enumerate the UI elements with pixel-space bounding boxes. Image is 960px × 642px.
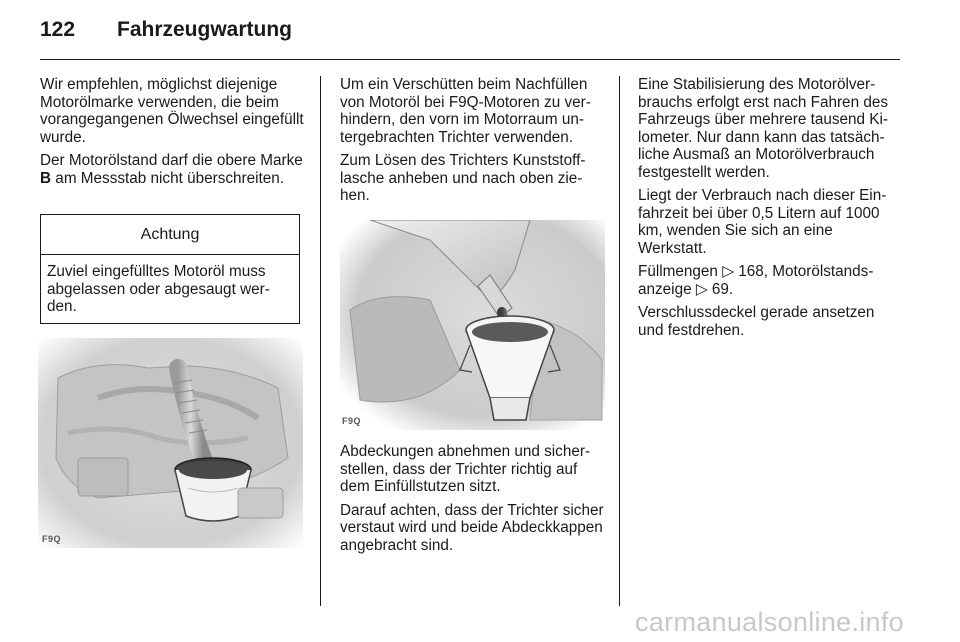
- page-reference-link[interactable]: 69: [711, 280, 729, 298]
- page-number: 122: [40, 18, 76, 41]
- paragraph-funnel-store: Darauf achten, dass der Trichter sicher verstaut wird und beide Abdeckkappen angebracht sind.: [340, 501, 604, 554]
- paragraph-covers-remove: Abdeckungen abnehmen und sicherstellen, dass der Trichter richtig auf dem Einfüllstutzen sitzt.: [340, 443, 591, 495]
- page-reference-link[interactable]: 168: [738, 263, 764, 280]
- page-reference-icon: ▷: [722, 263, 734, 280]
- watermark: carmanualsonline.info: [635, 607, 904, 637]
- text-fragment: , Motorölstandsanzeige: [638, 263, 874, 298]
- text-fragment: .: [728, 280, 734, 298]
- header-rule: [40, 59, 900, 60]
- paragraph-oil-consumption: Eine Stabilisierung des Motorölverbrauchs erfolgt erst nach Fahren des Fahrzeugs über mehrere tausend Kilometer. Nur dann kann das tatsächliche Ausmaß an Motorölverbrauch festgestellt werden.: [638, 76, 888, 181]
- paragraph-funnel-release: Zum Lösen des Trichters Kunststofflasche anheben und nach oben ziehen.: [340, 152, 586, 204]
- warning-title: Achtung: [41, 215, 299, 255]
- column-1: [40, 76, 305, 193]
- figure-label: F9Q: [42, 534, 62, 544]
- text-fragment: Der Motorölstand darf die obere Marke: [40, 152, 303, 169]
- column-divider-left: [320, 76, 321, 606]
- column-divider-right: [619, 76, 620, 606]
- paragraph-consumption-limit: Liegt der Verbrauch nach dieser Einfahrzeit bei über 0,5 Litern auf 1000 km, wenden Sie sich an eine Werkstatt.: [638, 187, 887, 257]
- column-2-lower: [340, 443, 606, 560]
- engine-bay-illustration: [38, 338, 303, 548]
- paragraph-oil-brand: Wir empfehlen, möglichst diejenige Motorölmarke verwenden, die beim vorangegangenen Ölwechsel eingefüllt wurde.: [40, 76, 304, 146]
- paragraph-cap-fitting: Verschlussdeckel gerade ansetzen und festdrehen.: [638, 304, 875, 339]
- warning-box: [40, 214, 300, 324]
- funnel-pouring-illustration: [340, 220, 605, 430]
- text-fragment: am Messstab nicht überschreiten.: [51, 169, 285, 187]
- page-reference-icon: ▷: [695, 280, 708, 298]
- paragraph-oil-level: [40, 152, 305, 187]
- text-fragment: Füllmengen: [638, 263, 723, 280]
- paragraph-funnel-use: Um ein Verschütten beim Nachfüllen von Motoröl bei F9Q-Motoren zu verhindern, den vorn im Motorraum untergebrachten Trichter verwenden.: [340, 76, 591, 146]
- paragraph-fill-quantities: [638, 263, 902, 298]
- figure-engine-funnel-stored: [38, 338, 303, 548]
- mark-b-label: B: [40, 169, 52, 187]
- column-3: [638, 76, 902, 345]
- figure-label: F9Q: [342, 416, 362, 426]
- warning-text: Zuviel eingefülltes Motoröl muss abgelassen oder abgesaugt werden.: [47, 263, 270, 315]
- figure-funnel-pouring: [340, 220, 605, 430]
- page-title: Fahrzeugwartung: [117, 18, 293, 41]
- column-2: [340, 76, 606, 211]
